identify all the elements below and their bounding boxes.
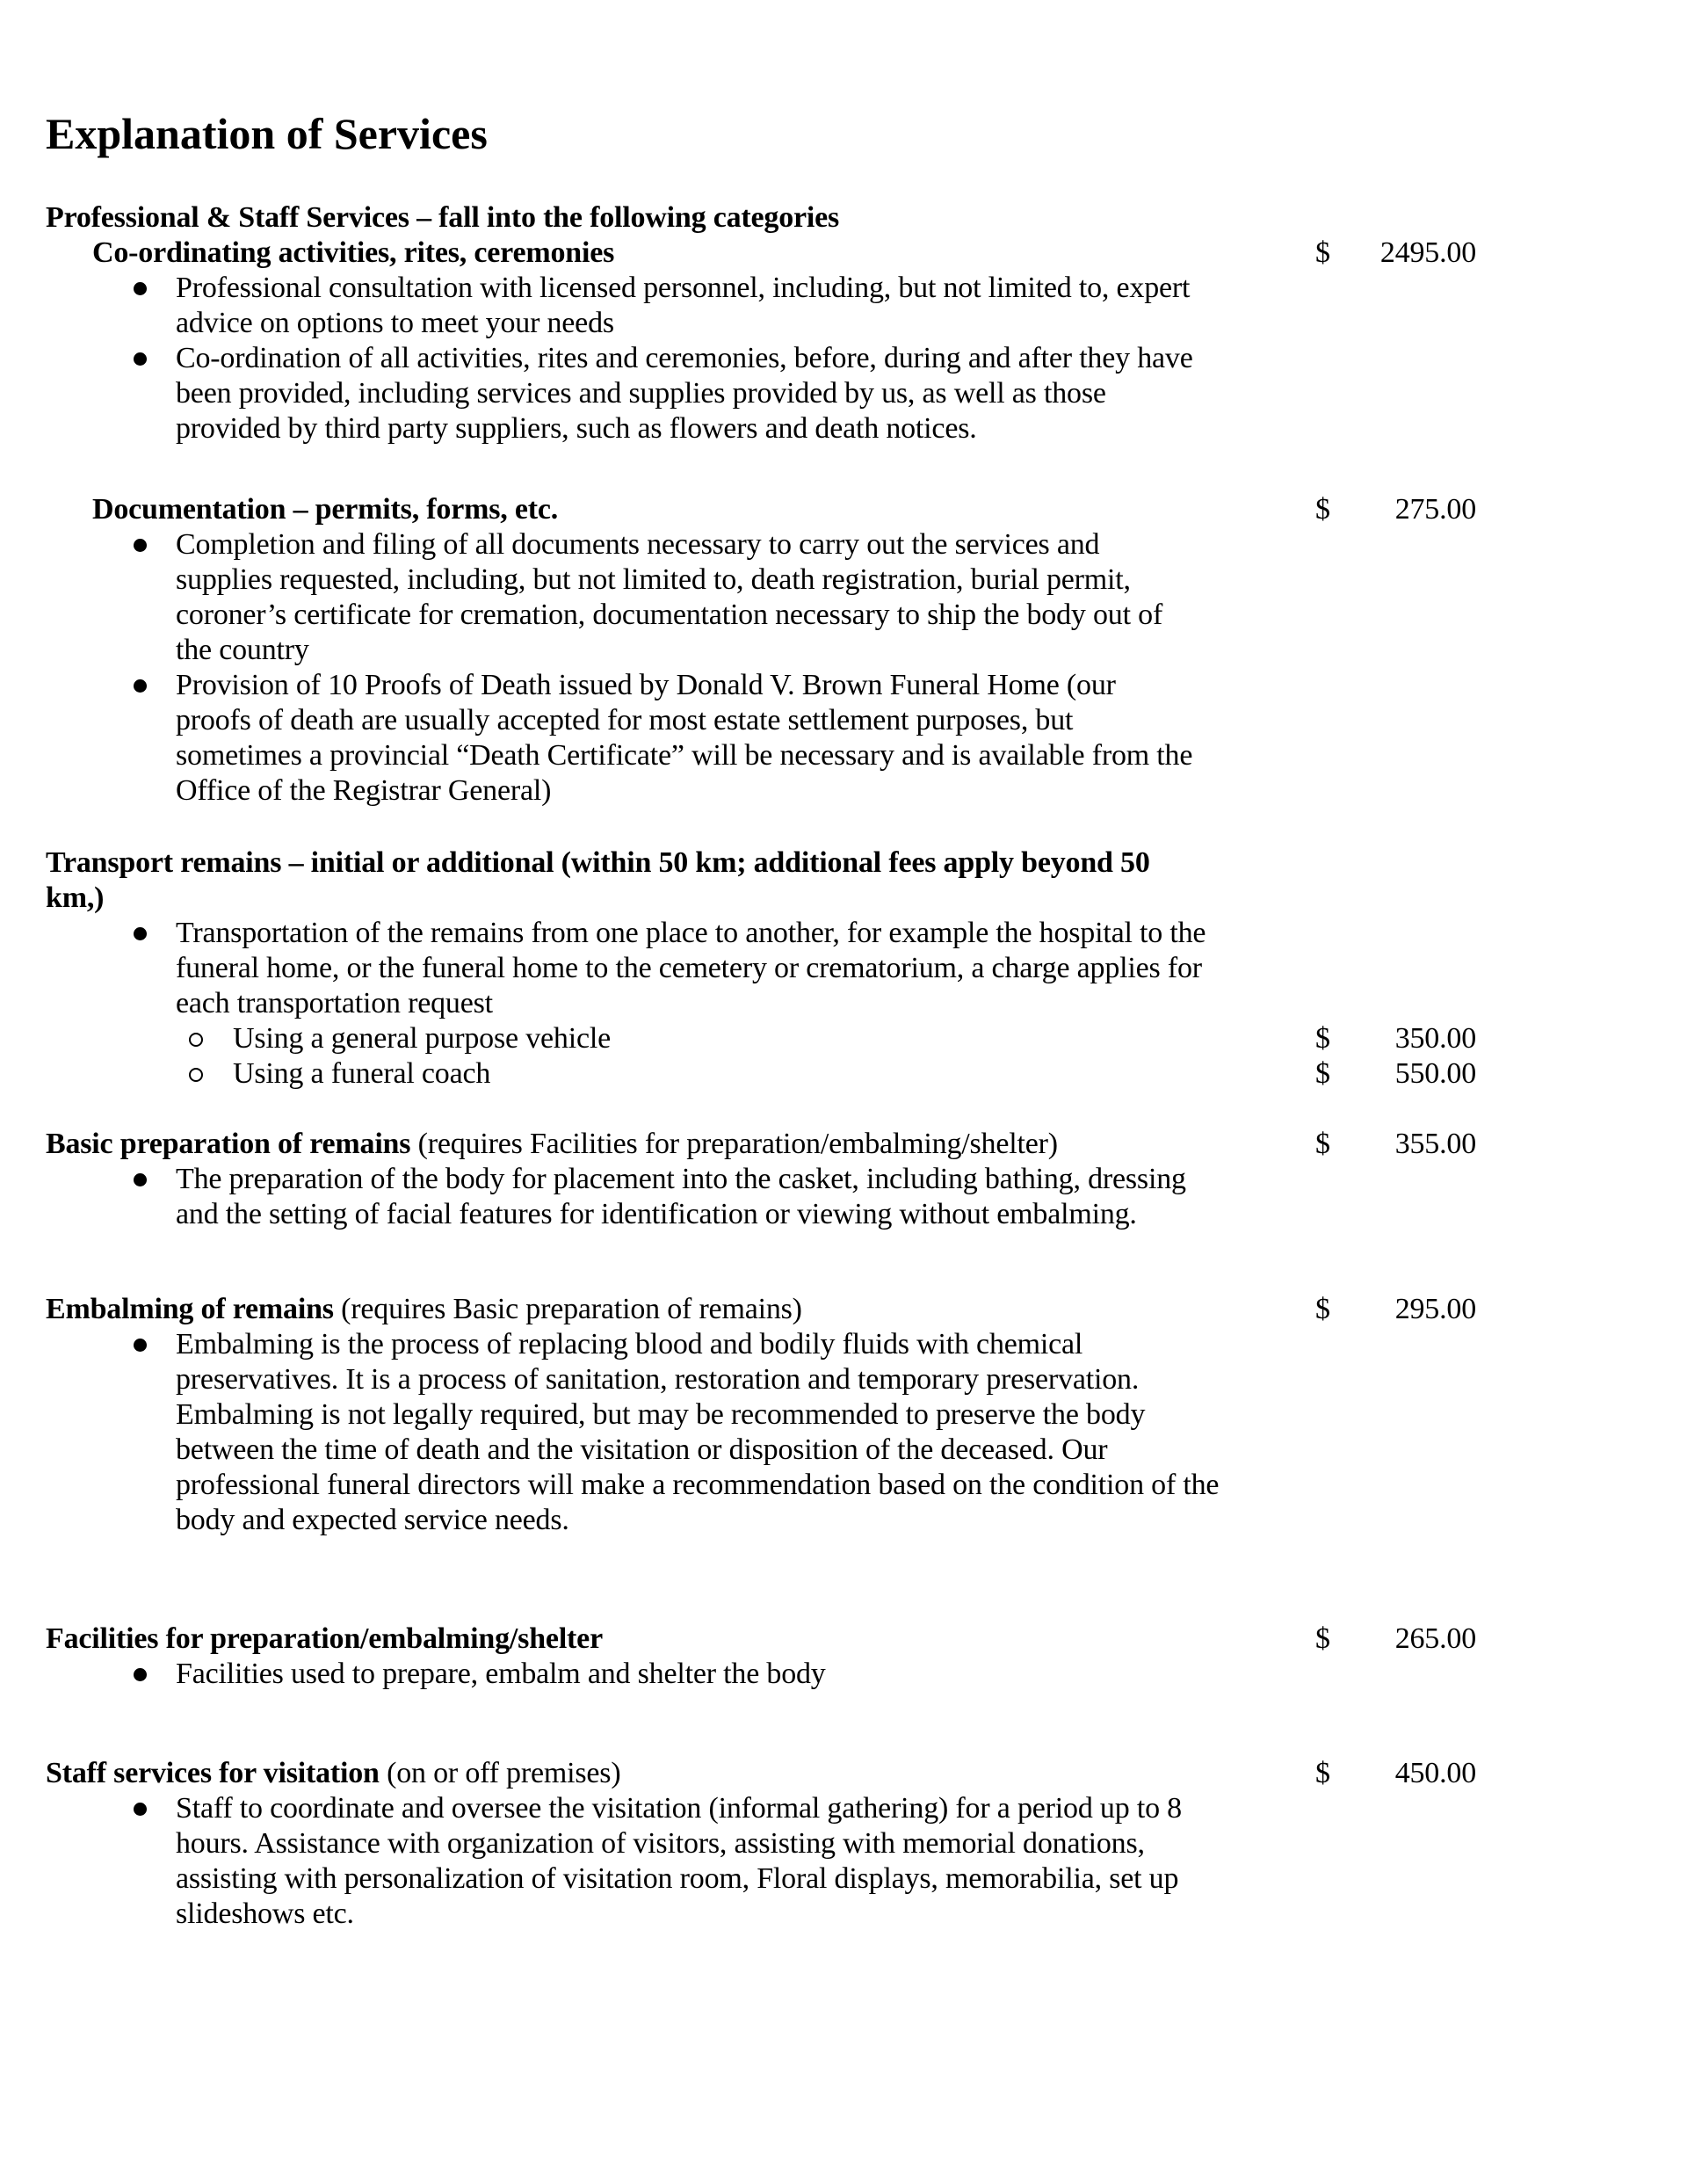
bullet-text-line: between the time of death and the visitation or disposition of the deceased. Our: [176, 1433, 1108, 1466]
price-amount: 350.00: [1394, 1022, 1476, 1055]
price-currency-symbol: $: [1315, 493, 1330, 526]
heading-text: [46, 1622, 603, 1655]
bullet-text-line: provided by third party suppliers, such as flowers and death notices.: [176, 412, 977, 445]
price-amount: 265.00: [1394, 1622, 1476, 1655]
heading-text: [46, 882, 104, 914]
bullet-disc-icon: [134, 1173, 147, 1186]
section-co-ordinating-activities: [0, 236, 1687, 446]
section-basic-preparation-of-remains: [0, 1127, 1687, 1232]
bullet-disc-icon: [134, 1803, 147, 1816]
bullet-item: [0, 341, 1687, 446]
price-amount: 355.00: [1394, 1128, 1476, 1160]
price-currency-symbol: $: [1315, 1757, 1330, 1789]
section-heading: [0, 236, 1687, 271]
bullet-text-line: Completion and filing of all documents necessary to carry out the services and: [176, 528, 1100, 561]
bullet-text-line: hours. Assistance with organization of visitors, assisting with memorial donations,: [176, 1827, 1145, 1860]
bullet-text-line: The preparation of the body for placement into the casket, including bathing, dressing: [176, 1163, 1186, 1195]
bullet-text-line: Using a general purpose vehicle: [233, 1022, 611, 1055]
bullet-text-line: advice on options to meet your needs: [176, 307, 614, 339]
section-professional-staff-services: [0, 200, 1687, 236]
bullet-text-line: Professional consultation with licensed personnel, including, but not limited to, expert: [176, 272, 1191, 304]
bullet-text-line: assisting with personalization of visitation room, Floral displays, memorabilia, set up: [176, 1862, 1179, 1895]
bullet-item: [0, 668, 1687, 809]
bullet-text-line: been provided, including services and supplies provided by us, as well as those: [176, 377, 1106, 410]
bullet-text-line: Embalming is not legally required, but may be recommended to preserve the body: [176, 1398, 1146, 1431]
section-embalming-of-remains: [0, 1292, 1687, 1538]
bullet-text-line: Staff to coordinate and oversee the visitation (informal gathering) for a period up to 8: [176, 1792, 1182, 1825]
section-facilities-preparation-embalming-shelter: [0, 1622, 1687, 1692]
bullet-text-line: Facilities used to prepare, embalm and shelter the body: [176, 1658, 826, 1690]
bullet-text-line: body and expected service needs.: [176, 1504, 569, 1536]
bullet-text-line: proofs of death are usually accepted for most estate settlement purposes, but: [176, 704, 1074, 736]
bullet-item: [0, 1162, 1687, 1232]
bullet-item: [0, 1791, 1687, 1932]
heading-bold-text: Facilities for preparation/embalming/shelter: [46, 1622, 603, 1655]
bullet-disc-icon: [134, 927, 147, 940]
price-currency-symbol: $: [1315, 1622, 1330, 1655]
section-heading: [0, 881, 1687, 916]
bullet-text-line: professional funeral directors will make a recommendation based on the condition of the: [176, 1469, 1220, 1501]
section-heading: [0, 1756, 1687, 1791]
bullet-circle-icon: [189, 1068, 203, 1082]
bullet-disc-icon: [134, 352, 147, 366]
section-heading: [0, 200, 1687, 236]
heading-regular-text: (requires Basic preparation of remains): [333, 1293, 802, 1325]
heading-bold-text: Transport remains – initial or additional (within 50 km; additional fees apply beyond 50: [46, 846, 1150, 879]
price-currency-symbol: $: [1315, 1022, 1330, 1055]
heading-text: [46, 1757, 620, 1789]
bullet-text-line: and the setting of facial features for identification or viewing without embalming.: [176, 1198, 1137, 1230]
price-amount: 550.00: [1394, 1057, 1476, 1090]
bullet-text-line: Office of the Registrar General): [176, 774, 552, 807]
heading-regular-text: (requires Facilities for preparation/embalming/shelter): [410, 1128, 1058, 1160]
price-amount: 2495.00: [1379, 236, 1476, 269]
bullet-text-line: Transportation of the remains from one place to another, for example the hospital to the: [176, 917, 1206, 949]
price-amount: 450.00: [1394, 1757, 1476, 1789]
bullet-text-line: Using a funeral coach: [233, 1057, 491, 1090]
price-currency-symbol: $: [1315, 1293, 1330, 1325]
section-documentation: [0, 492, 1687, 809]
bullet-text-line: Embalming is the process of replacing blood and bodily fluids with chemical: [176, 1328, 1083, 1360]
section-heading: [0, 1127, 1687, 1162]
heading-bold-text: Documentation – permits, forms, etc.: [92, 493, 559, 526]
bullet-disc-icon: [134, 1339, 147, 1352]
document-body: [0, 200, 1687, 1932]
bullet-item: [0, 1021, 1687, 1056]
price-currency-symbol: $: [1315, 236, 1330, 269]
section-heading: [0, 845, 1687, 881]
heading-bold-text: Co-ordinating activities, rites, ceremonies: [92, 236, 615, 269]
section-heading: [0, 1622, 1687, 1657]
bullet-text-line: sometimes a provincial “Death Certificate” will be necessary and is available from the: [176, 739, 1193, 772]
bullet-item: [0, 1056, 1687, 1092]
heading-regular-text: (on or off premises): [379, 1757, 621, 1789]
heading-text: [46, 846, 1150, 879]
bullet-text-line: each transportation request: [176, 987, 493, 1019]
price-currency-symbol: $: [1315, 1057, 1330, 1090]
bullet-text-line: supplies requested, including, but not limited to, death registration, burial permit,: [176, 563, 1131, 596]
section-staff-services-for-visitation: [0, 1756, 1687, 1932]
bullet-disc-icon: [134, 679, 147, 693]
heading-text: [92, 493, 558, 526]
bullet-text-line: Co-ordination of all activities, rites and ceremonies, before, during and after they have: [176, 342, 1193, 374]
bullet-item: [0, 527, 1687, 668]
bullet-item: [0, 1657, 1687, 1692]
heading-text: [46, 1128, 1058, 1160]
bullet-text-line: slideshows etc.: [176, 1897, 354, 1930]
heading-bold-text: Staff services for visitation: [46, 1757, 380, 1789]
bullet-text-line: Provision of 10 Proofs of Death issued by Donald V. Brown Funeral Home (our: [176, 669, 1116, 701]
bullet-item: [0, 1327, 1687, 1538]
bullet-text-line: the country: [176, 634, 309, 666]
bullet-circle-icon: [189, 1033, 203, 1047]
heading-text: [92, 236, 614, 269]
price-amount: 275.00: [1394, 493, 1476, 526]
heading-bold-text: km,): [46, 882, 105, 914]
bullet-item: [0, 271, 1687, 341]
bullet-text-line: funeral home, or the funeral home to the cemetery or crematorium, a charge applies for: [176, 952, 1202, 984]
heading-text: [46, 201, 839, 234]
heading-bold-text: Professional & Staff Services – fall into the following categories: [46, 201, 840, 234]
heading-bold-text: Embalming of remains: [46, 1293, 334, 1325]
document-title: Explanation of Services: [46, 109, 488, 158]
section-heading: [0, 492, 1687, 527]
heading-bold-text: Basic preparation of remains: [46, 1128, 411, 1160]
bullet-text-line: coroner’s certificate for cremation, documentation necessary to ship the body out of: [176, 599, 1163, 631]
section-transport-remains: [0, 845, 1687, 1092]
price-amount: 295.00: [1394, 1293, 1476, 1325]
bullet-text-line: preservatives. It is a process of sanitation, restoration and temporary preservation.: [176, 1363, 1140, 1396]
bullet-item: [0, 916, 1687, 1021]
bullet-disc-icon: [134, 1668, 147, 1681]
bullet-disc-icon: [134, 282, 147, 295]
price-currency-symbol: $: [1315, 1128, 1330, 1160]
section-heading: [0, 1292, 1687, 1327]
bullet-disc-icon: [134, 539, 147, 552]
heading-text: [46, 1293, 802, 1325]
